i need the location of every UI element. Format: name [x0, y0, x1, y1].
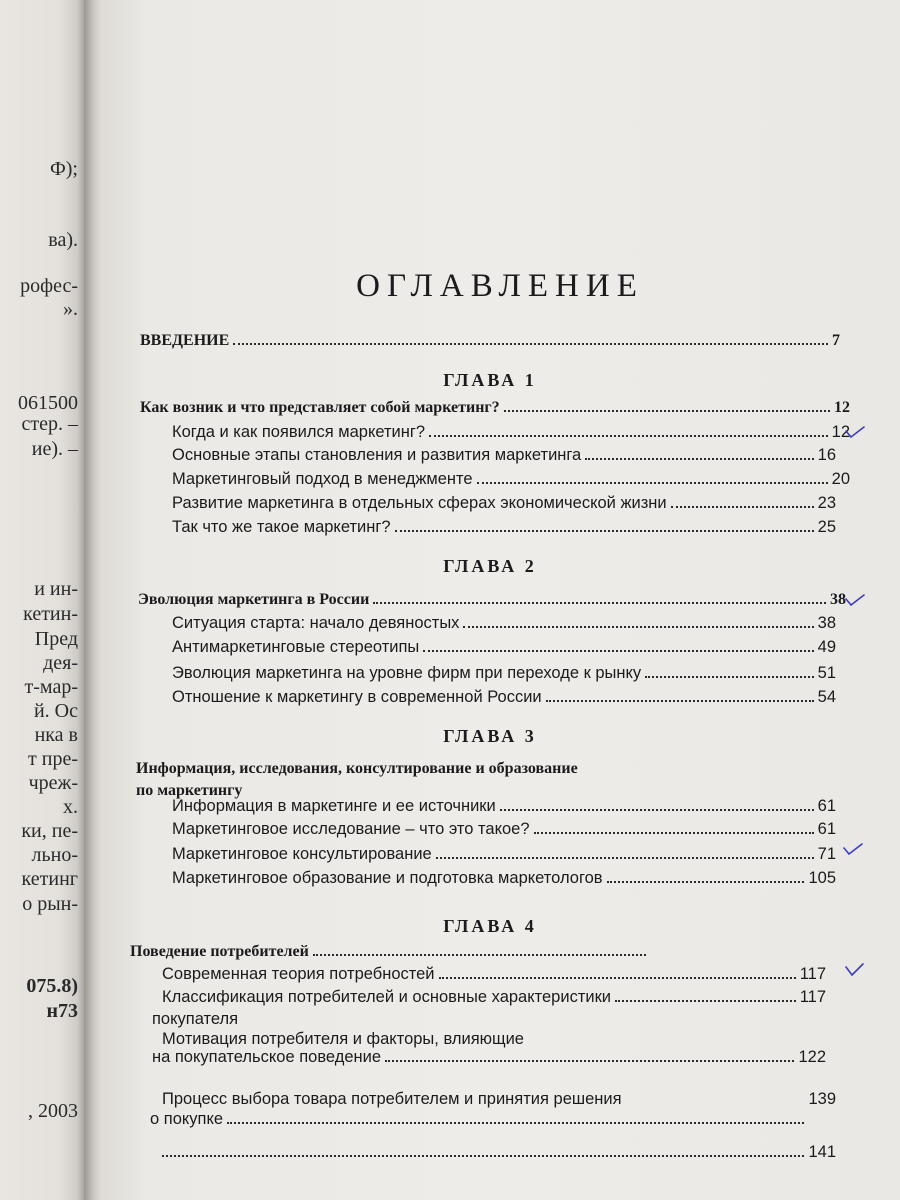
- left-page-edge: [0, 0, 84, 1200]
- left-fragment: х.: [63, 796, 78, 818]
- toc-entry-page: 61: [817, 797, 836, 815]
- leader-dots: [429, 435, 828, 437]
- toc-entry-page: 38: [830, 591, 846, 608]
- toc-entry-page: 38: [817, 614, 836, 632]
- leader-dots: [423, 650, 813, 652]
- chapter-heading: ГЛАВА 4: [443, 916, 537, 936]
- toc-entry-page: 61: [817, 820, 836, 838]
- bleed-through-texture: [140, 90, 900, 350]
- toc-entry[interactable]: [172, 614, 836, 633]
- toc-entry-label: на покупательское поведение: [152, 1048, 382, 1066]
- left-fragment: ки, пе-: [21, 820, 78, 842]
- left-fragment: чреж-: [28, 772, 78, 794]
- left-fragment: нка в: [34, 724, 78, 746]
- check-mark-icon: [845, 425, 865, 439]
- leader-dots: [534, 832, 814, 834]
- left-fragment: й. Ос: [33, 700, 78, 722]
- left-fragment: стер. –: [21, 413, 78, 435]
- left-fragment: кетин-: [23, 603, 78, 625]
- chapter-title-line[interactable]: Информация, исследования, консултирование и образование: [136, 760, 578, 777]
- toc-entry-page: 54: [817, 688, 836, 706]
- toc-entry-label: Ситуация старта: начало девяностых: [172, 614, 460, 632]
- left-fragment: 061500: [18, 392, 78, 414]
- left-fragment: кетинг: [21, 868, 78, 890]
- toc-entry-label: Поведение потребителей: [130, 943, 309, 960]
- chapter-heading: ГЛАВА 2: [443, 556, 537, 576]
- toc-entry[interactable]: [152, 1048, 826, 1067]
- leader-dots: [395, 530, 814, 532]
- toc-entry-label: Маркетинговый подход в менеджменте: [172, 470, 473, 488]
- left-fragment: Пред: [34, 628, 78, 650]
- toc-entry-label: Маркетинговое консультирование: [172, 845, 432, 863]
- toc-entry-label: Основные этапы становления и развития маркетинга: [172, 446, 582, 464]
- leader-dots: [162, 1155, 804, 1157]
- chapter-title-entry[interactable]: [140, 399, 850, 417]
- leader-dots: [373, 602, 826, 604]
- toc-entry-label: Антимаркетинговые стереотипы: [172, 638, 420, 656]
- left-fragment: 075.8): [26, 975, 78, 997]
- left-fragment: ва).: [48, 229, 78, 251]
- check-mark-icon: [845, 963, 865, 977]
- toc-entry-page: 117: [799, 988, 826, 1006]
- toc-entry[interactable]: [172, 446, 836, 465]
- chapter-title-entry[interactable]: [138, 591, 846, 609]
- book-gutter: [84, 0, 100, 1200]
- toc-entry-page: 20: [831, 470, 850, 488]
- toc-entry-label: Так что же такое маркетинг?: [172, 518, 391, 536]
- leader-dots: [439, 977, 796, 979]
- toc-entry-page: 71: [817, 845, 836, 863]
- toc-entry-label: Эволюция маркетинга в России: [138, 591, 370, 608]
- toc-entry-page-row: [150, 1090, 836, 1109]
- leader-dots: [463, 626, 813, 628]
- chapter-heading: ГЛАВА 3: [443, 726, 537, 746]
- toc-entry-label: Эволюция маркетинга на уровне фирм при переходе к рынку: [172, 664, 642, 682]
- toc-entry-page: 16: [817, 446, 836, 464]
- toc-entry[interactable]: [172, 797, 836, 816]
- toc-entry-page: 25: [817, 518, 836, 536]
- leader-dots: [607, 881, 805, 883]
- leader-dots: [436, 857, 814, 859]
- toc-entry-continuation: о покупке: [150, 1110, 224, 1128]
- toc-entry-label[interactable]: Мотивация потребителя и факторы, влияющие: [162, 1030, 524, 1048]
- left-fragment: и ин-: [34, 578, 78, 600]
- toc-entry-page: 23: [817, 494, 836, 512]
- toc-entry[interactable]: [150, 1110, 836, 1129]
- toc-entry-page: 12: [831, 423, 850, 441]
- leader-dots: [233, 343, 828, 345]
- chapter-title-entry[interactable]: [130, 943, 650, 961]
- left-fragment: ».: [63, 298, 78, 320]
- chapter-heading: ГЛАВА 1: [443, 370, 537, 390]
- toc-entry-page: 12: [834, 399, 850, 416]
- left-fragment: ие). –: [31, 438, 78, 460]
- toc-entry[interactable]: [172, 884, 836, 890]
- check-mark-icon: [845, 593, 865, 607]
- leader-dots: [227, 1122, 804, 1124]
- chapter-title-line[interactable]: по маркетингу: [136, 782, 243, 799]
- left-fragment: рофес-: [20, 275, 78, 297]
- toc-entry[interactable]: [172, 638, 836, 657]
- toc-entry[interactable]: [172, 518, 836, 537]
- toc-entry[interactable]: [172, 470, 850, 489]
- leader-dots: [477, 482, 828, 484]
- left-fragment: льно-: [31, 844, 78, 866]
- toc-entry-intro[interactable]: [140, 332, 840, 350]
- leader-dots: [585, 458, 813, 460]
- toc-entry-label: Когда и как появился маркетинг?: [172, 423, 426, 441]
- leader-dots: [313, 954, 646, 956]
- toc-entry-label: Информация в маркетинге и ее источники: [172, 797, 496, 815]
- toc-entry-label: Маркетинговое образование и подготовка маркетологов: [172, 869, 603, 887]
- toc-entry-page: 141: [808, 1143, 836, 1161]
- toc-entry[interactable]: [162, 965, 826, 984]
- toc-entry-label: Процесс выбора товара потребителем и принятия решения: [162, 1090, 622, 1108]
- toc-entry-label: ВВЕДЕНИЕ: [140, 332, 230, 349]
- toc-entry-label: Как возник и что представляет собой маркетинг?: [140, 399, 500, 416]
- left-fragment: дея-: [43, 652, 78, 674]
- toc-entry-label: Классификация потребителей и основные характеристики: [162, 988, 612, 1006]
- toc-entry-label: Отношение к маркетингу в современной России: [172, 688, 542, 706]
- left-fragment: н73: [46, 1000, 78, 1022]
- left-fragment: , 2003: [28, 1100, 78, 1122]
- toc-page: [100, 0, 900, 1200]
- toc-entry[interactable]: [150, 1143, 836, 1162]
- toc-entry-page: 117: [799, 965, 826, 983]
- toc-entry-continuation: покупателя: [152, 1010, 239, 1028]
- toc-entry[interactable]: [172, 845, 836, 864]
- left-fragment: т-мар-: [24, 676, 78, 698]
- toc-entry-page: 49: [817, 638, 836, 656]
- left-fragment: о рын-: [22, 893, 78, 915]
- left-fragment: т пре-: [28, 748, 78, 770]
- toc-entry[interactable]: [172, 494, 836, 513]
- leader-dots: [504, 410, 830, 412]
- toc-entry-label: Развитие маркетинга в отдельных сферах экономической жизни: [172, 494, 667, 512]
- check-mark-icon: [843, 842, 863, 856]
- leader-dots: [645, 676, 813, 678]
- toc-entry-page: 7: [832, 332, 840, 349]
- toc-entry[interactable]: [172, 820, 836, 839]
- toc-entry[interactable]: [172, 688, 836, 707]
- leader-dots: [546, 700, 814, 702]
- leader-dots: [671, 506, 814, 508]
- leader-dots: [385, 1060, 794, 1062]
- left-fragment: Ф);: [49, 158, 78, 180]
- page-title: ОГЛАВЛЕНИЕ: [356, 268, 644, 304]
- toc-entry-page: 51: [817, 664, 836, 682]
- leader-dots: [615, 1000, 796, 1002]
- toc-entry-label: Современная теория потребностей: [162, 965, 435, 983]
- leader-dots: [500, 809, 814, 811]
- toc-entry[interactable]: [172, 423, 850, 442]
- toc-entry-page: 105: [808, 869, 836, 887]
- toc-entry-page: 122: [798, 1048, 826, 1066]
- toc-entry[interactable]: [162, 988, 826, 1007]
- toc-entry[interactable]: [172, 664, 836, 683]
- toc-entry-page: 139: [808, 1090, 836, 1108]
- toc-entry-label: Маркетинговое исследование – что это такое?: [172, 820, 530, 838]
